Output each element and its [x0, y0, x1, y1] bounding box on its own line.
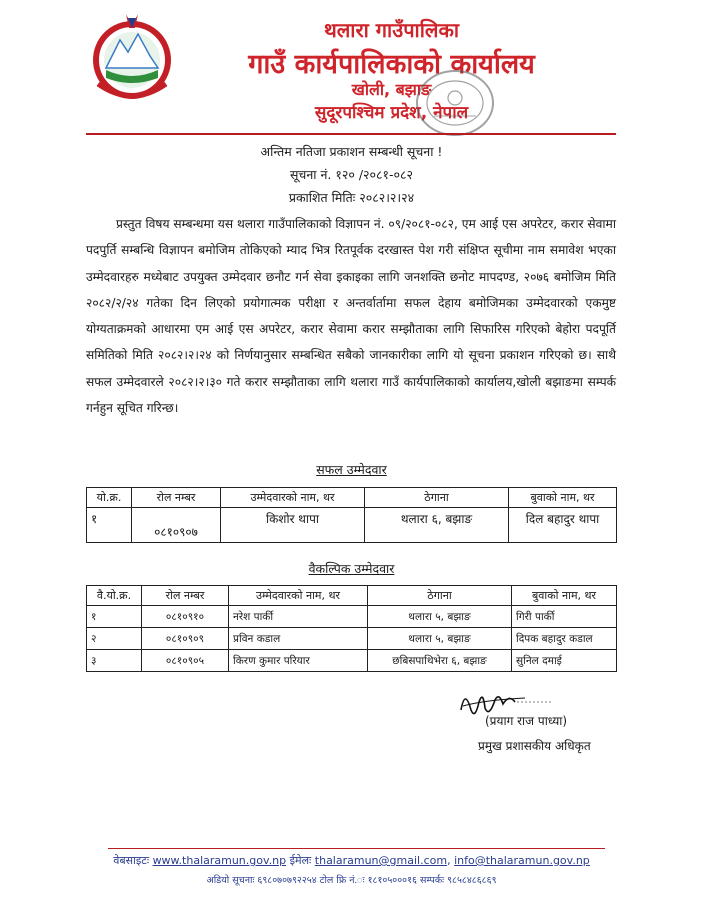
cell-name: प्रविन कडाल — [229, 628, 368, 650]
table-row — [87, 628, 617, 650]
notice-title: अन्तिम नतिजा प्रकाशन सम्बन्धी सूचना ! — [260, 144, 443, 159]
table-header-row — [87, 488, 617, 508]
alternate-candidates-title: वैकल्पिक उम्मेदवार — [308, 561, 395, 576]
website-link[interactable]: www.thalaramun.gov.np — [152, 854, 287, 867]
table-row — [87, 508, 617, 543]
col-header-address: ठेगाना — [365, 488, 509, 508]
signatory-name: (प्रयाग राज पाध्या) — [485, 714, 568, 728]
col-header-roll: रोल नम्बर — [132, 488, 221, 508]
email-label: ईमेलः — [289, 854, 312, 867]
cell-roll: ०८१०९१० — [142, 606, 229, 628]
col-header-name: उम्मेदवारको नाम, थर — [229, 586, 368, 606]
publish-date: प्रकाशित मितिः २०८२।२।२४ — [288, 190, 415, 205]
email-link-2[interactable]: info@thalaramun.gov.np — [454, 854, 590, 867]
notice-body: प्रस्तुत विषय सम्बन्धमा यस थलारा गाउँपालिकाको विज्ञापन नं. ०९/२०८१-०८२, एम आई एस अपरेटर, करार सेवामा पदपुर्ति सम्बन्धि विज्ञापन बमोजिम तोकिएको म्याद भित्र रितपूर्वक दरखास्त पेश गरी संक्षिप्त सूचीमा नाम समावेश भएका उम्मेदवारहरु मध्येबाट उपयुक्त उम्मेदवार छनौट गर्न सेवा इकाइका लागि जनशक्ति छनोट मापदण्ड, २०७६ बमोजिम मिति २०८२/२/२४ गतेका दिन लिएको प्रयोगात्मक परीक्षा र अन्तर्वार्तामा सफल देहाय बमोजिमका उम्मेदवारको एकमुष्ट योग्यताक्रमको आधारमा एम आई एस अपरेटर, करार सेवामा करार सम्झौताका लागि सिफारिस गरिएको बेहोरा पदपूर्ति समितिको मिति २०८२।२।२४ को निर्णयानुसार सम्बन्धित सबैको जानकारीका लागि यो सूचना प्रकाशन गरिएको छ। साथै सफल उम्मेदवारले २०८२।२।३० गते करार सम्झौताका लागि थलारा गाउँ कार्यपालिकाको कार्यालय,खोली बझाङमा सम्पर्क गर्नहुन सूचित गरिन्छ। — [86, 217, 616, 416]
cell-sn: १ — [87, 508, 132, 543]
footer-divider — [108, 848, 605, 849]
office-name: गाउँ कार्यपालिकाको कार्यालय — [248, 49, 535, 80]
cell-name: नरेश पार्की — [229, 606, 368, 628]
province-name: सुदूरपश्चिम प्रदेश, नेपाल — [314, 103, 469, 123]
signatory-title: प्रमुख प्रशासकीय अधिकृत — [478, 739, 591, 753]
col-header-address: ठेगाना — [368, 586, 512, 606]
col-header-father: बुवाको नाम, थर — [512, 586, 617, 606]
notice-number: सूचना नं. १२० /२०८१-०८२ — [289, 167, 414, 182]
col-header-sn: यो.क्र. — [87, 488, 132, 508]
col-header-sn: वै.यो.क्र. — [87, 586, 142, 606]
cell-address: थलारा ५, बझाङ — [368, 628, 512, 650]
table-row — [87, 606, 617, 628]
alternate-candidates-table — [86, 585, 617, 672]
website-label: वेबसाइटः — [113, 854, 150, 867]
cell-father: दिल बहादुर थापा — [509, 508, 617, 543]
footer-contact: अडियो सूचनाः ६९८०७०७९२२५४ टोल फ्रि नं.ः १८१०५०००१६ सम्पर्कः ९८५८४८६८६९ — [206, 875, 497, 886]
footer-links: वेबसाइटः www.thalaramun.gov.np ईमेलः thalaramun@gmail.com, info@thalaramun.gov.np — [113, 854, 590, 867]
cell-roll: ०८१०९०९ — [142, 628, 229, 650]
cell-sn: ३ — [87, 650, 142, 672]
successful-candidates-title: सफल उम्मेदवार — [316, 462, 387, 477]
cell-address: थलारा ५, बझाङ — [368, 606, 512, 628]
office-location: खोली, बझाङ — [351, 80, 432, 99]
successful-candidates-table — [86, 487, 617, 543]
cell-address: छबिसपाथिभेरा ६, बझाङ — [368, 650, 512, 672]
col-header-name: उम्मेदवारको नाम, थर — [221, 488, 365, 508]
cell-father: सुनिल दमाई — [512, 650, 617, 672]
table-header-row — [87, 586, 617, 606]
cell-father: गिरी पार्की — [512, 606, 617, 628]
col-header-roll: रोल नम्बर — [142, 586, 229, 606]
email-link-1[interactable]: thalaramun@gmail.com — [314, 854, 448, 867]
cell-father: दिपक बहादुर कडाल — [512, 628, 617, 650]
cell-address: थलारा ६, बझाङ — [365, 508, 509, 543]
cell-roll: ०८१०९०५ — [142, 650, 229, 672]
cell-sn: २ — [87, 628, 142, 650]
cell-name: किरण कुमार परियार — [229, 650, 368, 672]
table-row — [87, 650, 617, 672]
municipality-name: थलारा गाउँपालिका — [323, 18, 460, 42]
cell-sn: १ — [87, 606, 142, 628]
cell-roll: ०८१०९०७ — [132, 508, 221, 543]
office-seal-icon — [414, 68, 496, 138]
cell-name: किशोर थापा — [221, 508, 365, 543]
col-header-father: बुवाको नाम, थर — [509, 488, 617, 508]
header-divider — [86, 133, 616, 135]
